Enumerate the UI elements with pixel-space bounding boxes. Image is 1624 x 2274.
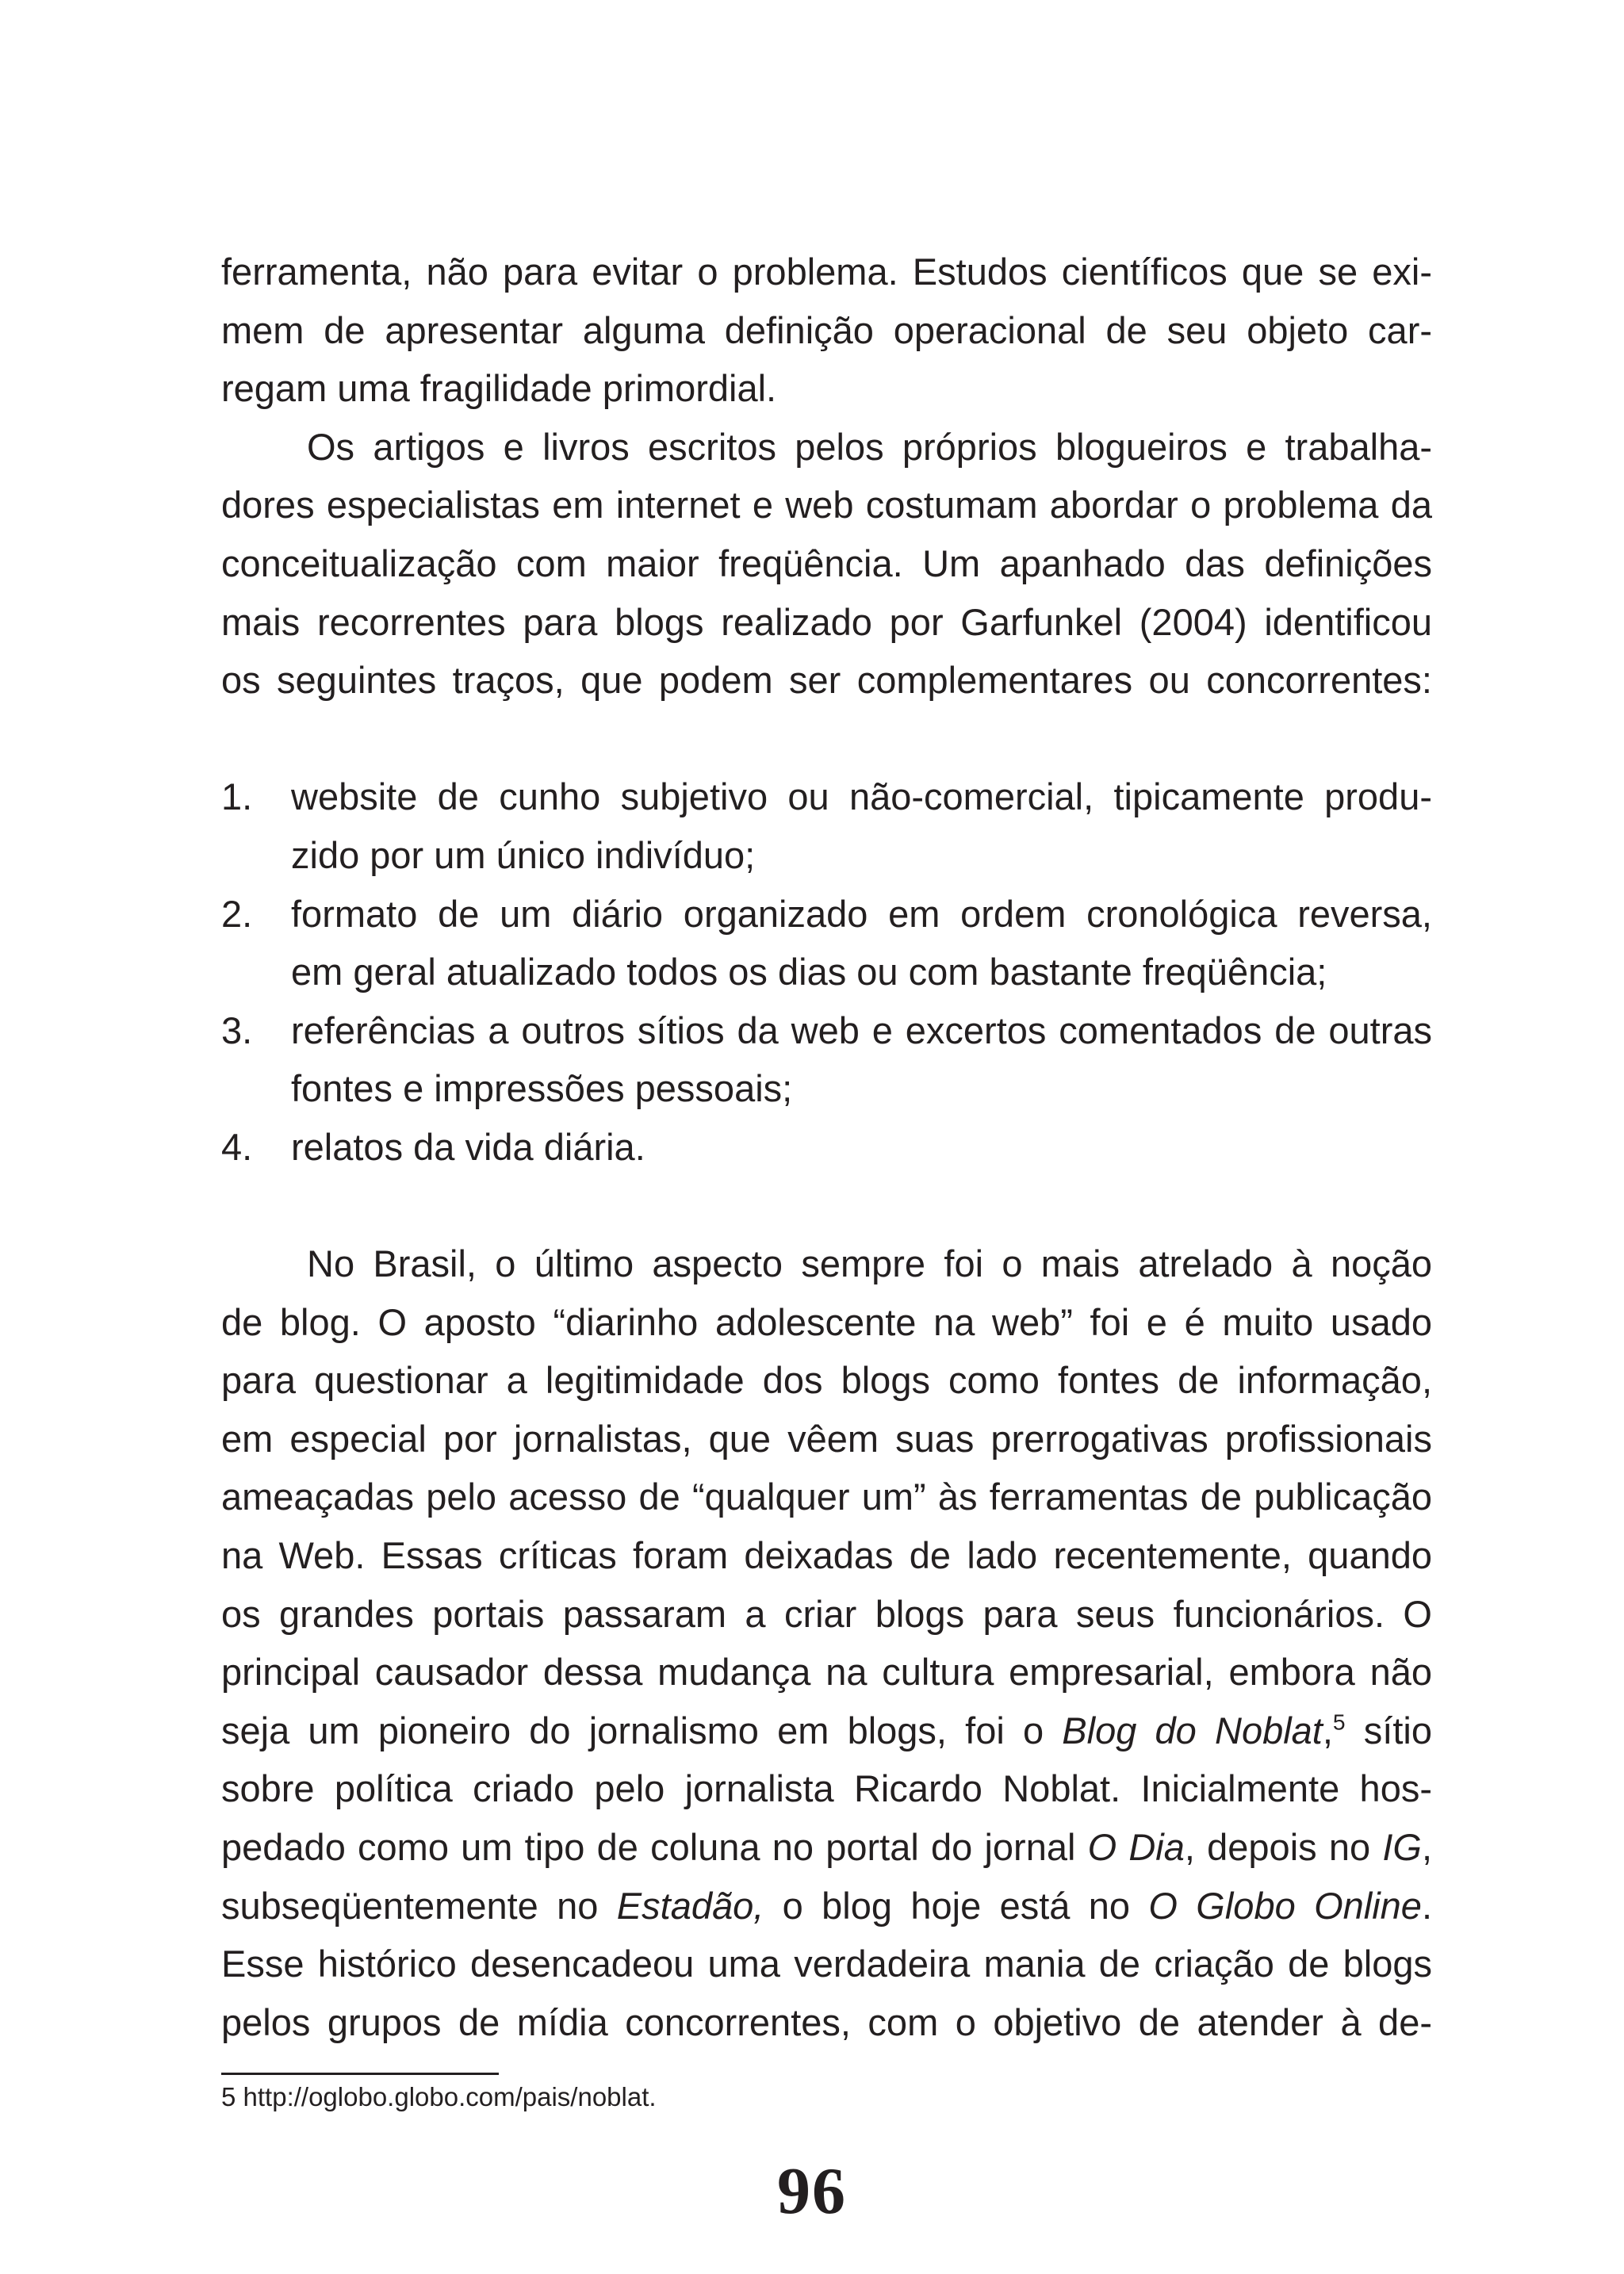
text-line: os grandes portais passaram a criar blogs para seus funcionários. O — [221, 1592, 1432, 1635]
text-line: ferramenta, não para evitar o problema. Estudos científicos que se exi- — [221, 251, 1432, 293]
text-line: conceitualização com maior freqüência. Um apanhado das definições — [221, 542, 1432, 584]
text-segment: . — [1421, 1884, 1432, 1927]
text-line: mais recorrentes para blogs realizado por Garfunkel (2004) identificou — [221, 600, 1432, 643]
numbered-list — [221, 768, 1432, 1176]
text-line: relatos da vida diária. — [291, 1125, 645, 1168]
text-line: regam uma fragilidade primordial. — [221, 367, 777, 410]
text-line: No Brasil, o último aspecto sempre foi o mais atrelado à noção — [307, 1242, 1432, 1285]
text-line: formato de um diário organizado em ordem cronológica reversa, — [291, 892, 1432, 935]
text-line: zido por um único indivíduo; — [291, 833, 756, 876]
text-line — [221, 1702, 1432, 1760]
italic-text: O Globo Online — [1148, 1884, 1422, 1927]
footnote — [221, 2081, 657, 2113]
text-segment: , depois no — [1184, 1826, 1383, 1869]
list-number: 1. — [221, 775, 253, 818]
text-line: os seguintes traços, que podem ser complementares ou concorrentes: — [221, 659, 1432, 702]
list-number: 4. — [221, 1125, 253, 1168]
text-segment: subseqüentemente no — [221, 1884, 617, 1927]
text-line — [221, 1818, 1432, 1877]
text-line: sobre política criado pelo jornalista Ricardo Noblat. Inicialmente hos- — [221, 1767, 1432, 1810]
footnote-number: 5 — [221, 2082, 236, 2111]
italic-text: IG — [1382, 1826, 1422, 1869]
text-segment: o blog hoje está no — [764, 1884, 1149, 1927]
list-number: 2. — [221, 892, 253, 935]
text-line: mem de apresentar alguma definição operacional de seu objeto car- — [221, 308, 1432, 351]
text-line: referências a outros sítios da web e excertos comentados de outras — [291, 1009, 1432, 1051]
text-line: Os artigos e livros escritos pelos próprios blogueiros e trabalha- — [307, 425, 1432, 468]
text-line: Esse histórico desencadeou uma verdadeira mania de criação de blogs — [221, 1943, 1432, 1985]
text-line: em geral atualizado todos os dias ou com bastante freqüência; — [291, 951, 1327, 993]
paragraph — [221, 243, 1432, 418]
italic-text: Blog do Noblat — [1062, 1709, 1323, 1751]
paragraph — [221, 1235, 1432, 2051]
text-line: pelos grupos de mídia concorrentes, com o objetivo de atender à de- — [221, 2000, 1432, 2043]
list-item-text — [291, 885, 1432, 1001]
page-number: 96 — [777, 2154, 847, 2228]
list-number: 3. — [221, 1009, 253, 1051]
list-item-text — [291, 1001, 1432, 1118]
footnote-reference: 5 — [1332, 1709, 1346, 1735]
text-segment: sítio — [1345, 1709, 1432, 1751]
text-segment: , — [1322, 1709, 1333, 1751]
text-line: na Web. Essas críticas foram deixadas de lado recentemente, quando — [221, 1534, 1432, 1577]
list-item — [221, 1001, 1432, 1118]
text-line: dores especialistas em internet e web costumam abordar o problema da — [221, 484, 1432, 526]
list-item — [221, 768, 1432, 884]
text-line: ameaçadas pelo acesso de “qualquer um” às ferramentas de publicação — [221, 1476, 1432, 1518]
text-line: principal causador dessa mudança na cultura empresarial, embora não — [221, 1651, 1432, 1694]
text-line — [221, 1877, 1432, 1935]
text-line: para questionar a legitimidade dos blogs como fontes de informação, — [221, 1359, 1432, 1402]
blank-line — [221, 1177, 1432, 1235]
footnote-url: http://oglobo.globo.com/pais/noblat. — [243, 2082, 657, 2111]
paragraph — [221, 418, 1432, 710]
text-segment: , — [1421, 1826, 1432, 1869]
italic-text: O Dia — [1087, 1826, 1185, 1869]
list-item-text — [291, 768, 1432, 884]
text-segment: pedado como um tipo de coluna no portal do jornal — [221, 1826, 1088, 1869]
text-line: de blog. O aposto “diarinho adolescente na web” foi e é muito usado — [221, 1300, 1432, 1343]
italic-text: Estadão, — [616, 1884, 764, 1927]
text-line: em especial por jornalistas, que vêem suas prerrogativas profissionais — [221, 1417, 1432, 1460]
list-item-text — [291, 1118, 1432, 1177]
blank-line — [221, 710, 1432, 768]
text-segment: seja um pioneiro do jornalismo em blogs, foi o — [221, 1709, 1063, 1751]
footnote-separator — [221, 2073, 499, 2075]
body-text — [221, 243, 1432, 2051]
list-item — [221, 885, 1432, 1001]
list-item — [221, 1118, 1432, 1177]
text-line: website de cunho subjetivo ou não-comercial, tipicamente produ- — [291, 775, 1432, 818]
text-line: fontes e impressões pessoais; — [291, 1067, 793, 1110]
